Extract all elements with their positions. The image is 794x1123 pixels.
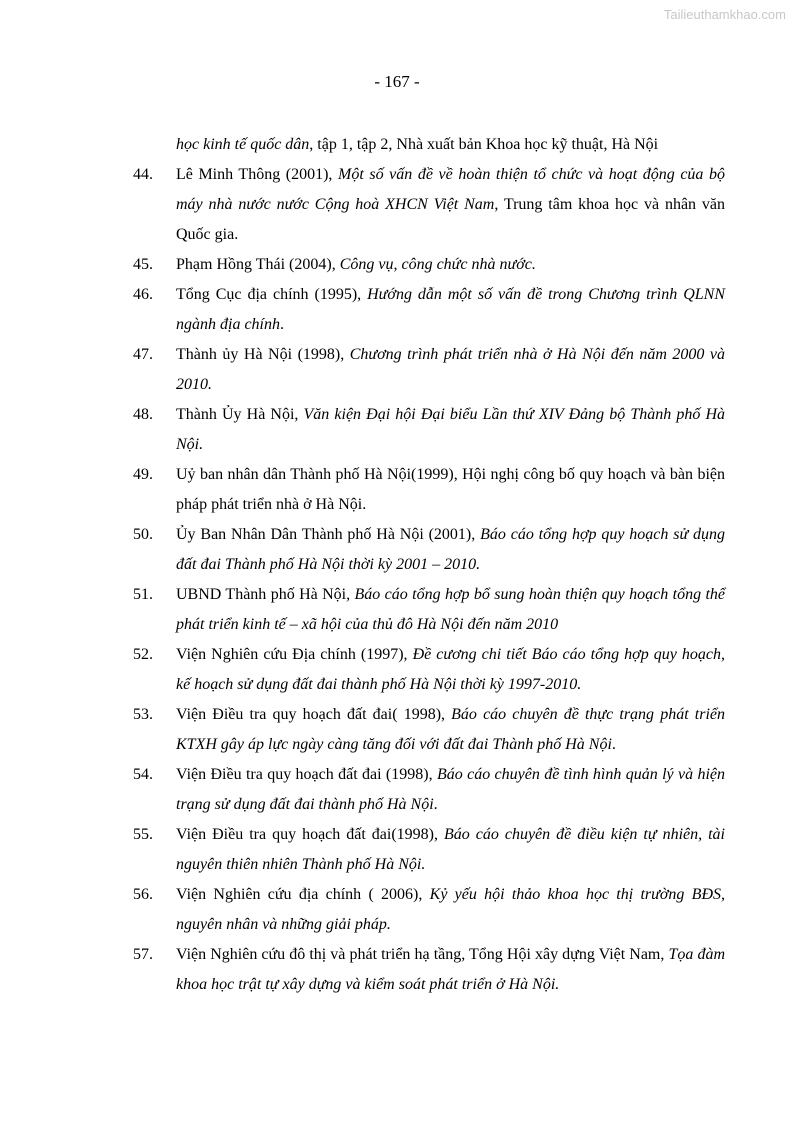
reference-item bbox=[0, 880, 794, 940]
reference-text bbox=[176, 250, 725, 280]
reference-number: 56. bbox=[133, 886, 153, 903]
reference-suffix: . bbox=[280, 316, 284, 333]
reference-text bbox=[176, 130, 725, 160]
reference-number: 52. bbox=[133, 646, 153, 663]
reference-title: Công vụ, công chức nhà nước. bbox=[339, 256, 536, 273]
reference-author: Viện Nghiên cứu địa chính ( 2006), bbox=[176, 886, 430, 903]
reference-title: học kinh tế quốc dân bbox=[176, 136, 310, 153]
reference-item bbox=[0, 460, 794, 520]
reference-item bbox=[0, 160, 794, 250]
reference-text bbox=[176, 160, 725, 250]
reference-number: 46. bbox=[133, 286, 153, 303]
reference-suffix: . bbox=[611, 736, 616, 753]
reference-suffix: , Trung tâm khoa học và nhân văn Quốc gia. bbox=[176, 196, 726, 243]
reference-number: 57. bbox=[133, 946, 153, 963]
reference-author: Uỷ ban nhân dân Thành phố Hà Nội(1999), Hội nghị công bố quy hoạch và bàn biện pháp phát triển nhà ở Hà Nội. bbox=[176, 466, 725, 513]
reference-title: , Báo cáo tổng hợp bổ sung hoàn thiện quy hoạch tổng thể phát triển kinh tế – xã hội của thủ đô Hà Nội đến năm 2010 bbox=[176, 586, 726, 633]
reference-item bbox=[0, 280, 794, 340]
reference-author: Thành Ủy Hà Nội, bbox=[176, 406, 304, 423]
reference-item bbox=[0, 820, 794, 880]
reference-item bbox=[0, 760, 794, 820]
reference-title: Tọa đàm khoa học trật tự xây dựng và kiểm soát phát triển ở Hà Nội. bbox=[176, 946, 726, 993]
reference-text bbox=[176, 820, 725, 880]
reference-text bbox=[176, 880, 725, 940]
reference-title: Kỷ yếu hội thảo khoa học thị trường BĐS, nguyên nhân và những giải pháp. bbox=[176, 886, 726, 933]
reference-author: Viện Nghiên cứu Địa chính (1997), bbox=[176, 646, 413, 663]
reference-item bbox=[0, 340, 794, 400]
reference-text bbox=[176, 340, 725, 400]
reference-number: 45. bbox=[133, 256, 153, 273]
reference-number: 44. bbox=[133, 166, 153, 183]
reference-list bbox=[0, 130, 794, 1000]
reference-item bbox=[0, 250, 794, 280]
reference-item bbox=[0, 520, 794, 580]
reference-number: 51. bbox=[133, 586, 153, 603]
reference-author: UBND Thành phố Hà Nội bbox=[176, 586, 347, 603]
reference-text bbox=[176, 520, 725, 580]
reference-title: Báo cáo chuyên đề điều kiện tự nhiên, tài nguyên thiên nhiên Thành phố Hà Nội. bbox=[176, 826, 725, 873]
watermark: Tailieuthamkhao.com bbox=[663, 7, 786, 22]
reference-title: Báo cáo chuyên đề tình hình quản lý và hiện trạng sử dụng đất đai thành phố Hà Nội bbox=[176, 766, 725, 813]
reference-title: Chương trình phát triển nhà ở Hà Nội đến năm 2000 và 2010. bbox=[176, 346, 726, 393]
reference-text bbox=[176, 700, 725, 760]
reference-continuation bbox=[0, 130, 794, 160]
reference-text bbox=[176, 460, 725, 520]
reference-number: 47. bbox=[133, 346, 153, 363]
reference-author: Tổng Cục địa chính (1995), bbox=[176, 286, 368, 303]
reference-suffix: . bbox=[433, 796, 438, 813]
reference-title: Hướng dẫn một số vấn đề trong Chương trình QLNN ngành địa chính bbox=[176, 286, 725, 333]
reference-number: 54. bbox=[133, 766, 153, 783]
reference-text bbox=[176, 400, 725, 460]
reference-number: 49. bbox=[133, 466, 153, 483]
reference-text bbox=[176, 580, 725, 640]
reference-author: Phạm Hồng Thái (2004), bbox=[176, 256, 340, 273]
reference-item bbox=[0, 580, 794, 640]
reference-item bbox=[0, 400, 794, 460]
reference-text bbox=[176, 280, 725, 340]
reference-item bbox=[0, 640, 794, 700]
page-number: - 167 - bbox=[374, 72, 420, 91]
reference-author: Viện Nghiên cứu đô thị và phát triển hạ tầng, Tổng Hội xây dựng Việt Nam, bbox=[176, 946, 669, 963]
reference-item bbox=[0, 700, 794, 760]
reference-item bbox=[0, 940, 794, 1000]
reference-number: 48. bbox=[133, 406, 153, 423]
reference-suffix: , tập 1, tập 2, Nhà xuất bản Khoa học kỹ thuật, Hà Nội bbox=[309, 136, 659, 153]
reference-text bbox=[176, 760, 725, 820]
reference-text bbox=[176, 640, 725, 700]
reference-author: Viện Điều tra quy hoạch đất đai (1998), bbox=[176, 766, 437, 783]
reference-author: Thành ủy Hà Nội (1998), bbox=[176, 346, 350, 363]
reference-title: Một số vấn đề về hoàn thiện tổ chức và hoạt động của bộ máy nhà nước nước Cộng hoà XHCN Việt Nam bbox=[176, 166, 726, 213]
reference-title: Báo cáo chuyên đề thực trạng phát triển KTXH gây áp lực ngày càng tăng đối với đất đai Thành phố Hà Nội bbox=[176, 706, 725, 753]
reference-number: 53. bbox=[133, 706, 153, 723]
reference-number: 55. bbox=[133, 826, 153, 843]
reference-author: Viện Điều tra quy hoạch đất đai(1998), bbox=[176, 826, 444, 843]
reference-number: 50. bbox=[133, 526, 153, 543]
reference-author: Viện Điều tra quy hoạch đất đai( 1998), bbox=[176, 706, 452, 723]
reference-title: Báo cáo tổng hợp quy hoạch sử dụng đất đai Thành phố Hà Nội thời kỳ 2001 – 2010. bbox=[176, 526, 726, 573]
reference-author: Ủy Ban Nhân Dân Thành phố Hà Nội (2001), bbox=[176, 526, 481, 543]
reference-author: Lê Minh Thông (2001), bbox=[176, 166, 339, 183]
reference-title: Đề cương chi tiết Báo cáo tổng hợp quy hoạch, kế hoạch sử dụng đất đai thành phố Hà Nội thời kỳ 1997-2010. bbox=[176, 646, 725, 693]
reference-title: Văn kiện Đại hội Đại biểu Lần thứ XIV Đảng bộ Thành phố Hà Nội. bbox=[176, 406, 726, 453]
reference-text bbox=[176, 940, 725, 1000]
